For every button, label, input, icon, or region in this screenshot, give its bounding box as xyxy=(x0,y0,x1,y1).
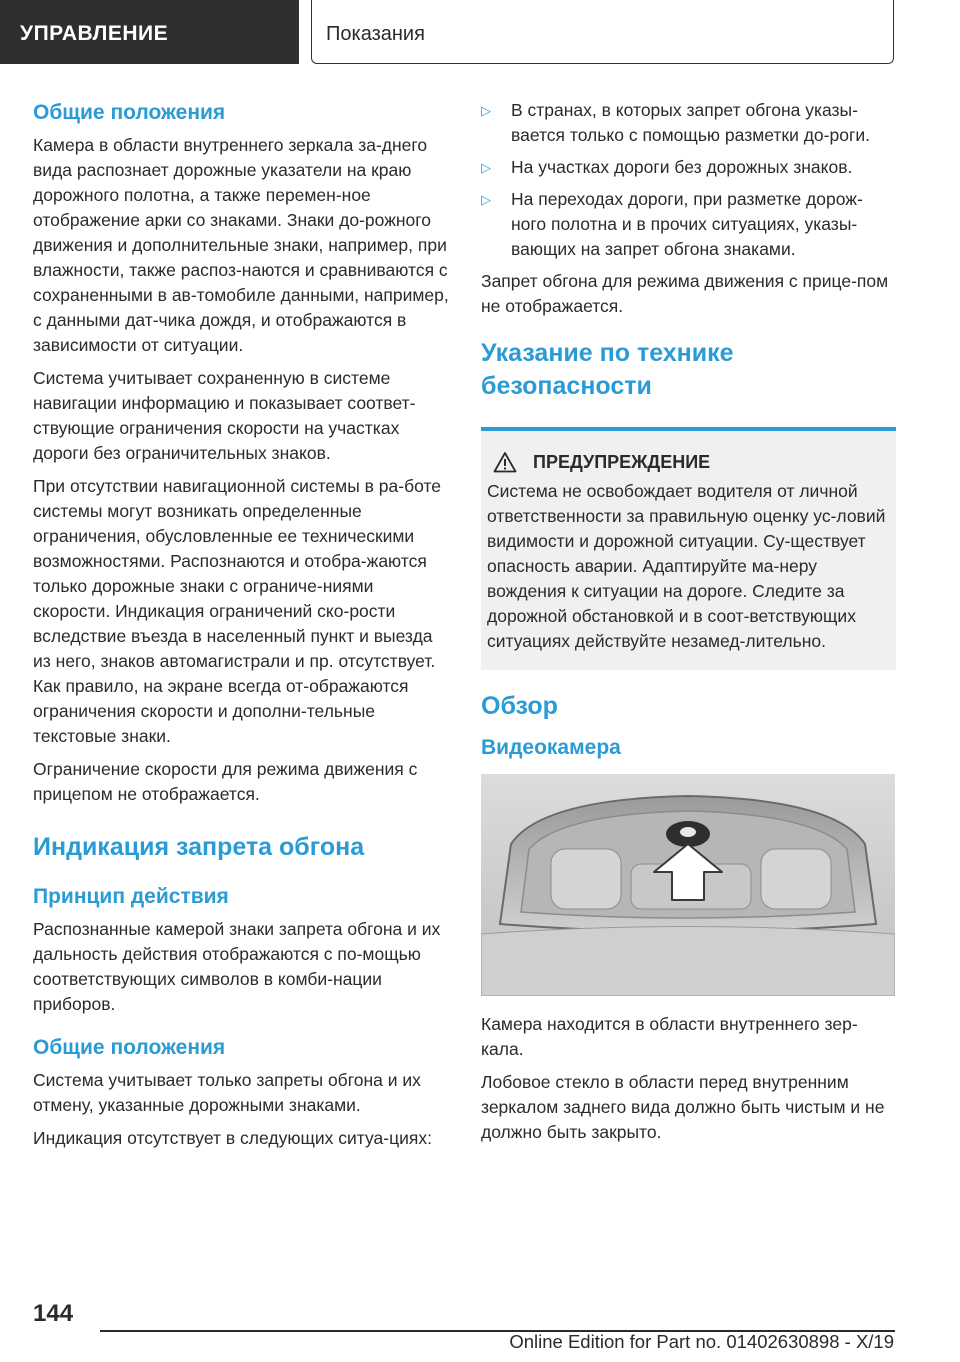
camera-location-illustration xyxy=(481,774,895,996)
paragraph: Система учитывает только запреты обгона и их отмену, указанные дорожными знаками. xyxy=(33,1070,421,1115)
paragraph: При отсутствии навигационной системы в ра-боте системы могут возникать определенные ограничения, обусловленные ее техническими возможностями. Распознаются и отобра-жаются только дорожные знаки с ограниче-ниями скорости. Индикация ограничений ско-рости вследствие въезда в населенный пункт и выезда из него, знаков автомагистрали и пр. отсутствует. Как правило, на экране всегда от-ображаются ограничения скорости и дополни-тельные текстовые знаки. xyxy=(33,476,442,746)
triangle-bullet-icon: ▷ xyxy=(481,103,491,118)
footer-edition: Online Edition for Part no. 01402630898 - X/19 xyxy=(509,1331,894,1352)
list-item-text: На переходах дороги, при разметке дорож-ного полотна и в прочих ситуациях, указы-вающих на запрет обгона знаками. xyxy=(511,189,863,259)
paragraph: Запрет обгона для режима движения с прице-пом не отображается. xyxy=(481,271,889,316)
heading-overview: Обзор xyxy=(481,692,558,720)
header-subsection-title: Показания xyxy=(326,23,425,45)
heading-safety: Указание по технике безопасности xyxy=(481,339,734,400)
paragraph: Система учитывает сохраненную в системе навигации информацию и показывает соответ-ствующие ограничения скорости на участках дороги без ограничительных знаков. xyxy=(33,368,416,463)
page-number: 144 xyxy=(33,1300,74,1327)
warning-triangle-icon xyxy=(493,451,517,473)
warning-box xyxy=(481,427,896,670)
list-item xyxy=(481,155,896,180)
heading-general: Общие положения xyxy=(33,101,226,124)
header-section-tab xyxy=(0,0,299,64)
list-item xyxy=(481,98,896,148)
paragraph: Ограничение скорости для режима движения с прицепом не отображается. xyxy=(33,759,418,804)
heading-camera: Видеокамера xyxy=(481,736,621,759)
paragraph: Камера находится в области внутреннего зер-кала. xyxy=(481,1014,858,1059)
right-column xyxy=(481,98,896,1153)
list-item xyxy=(481,187,896,262)
heading-no-overtaking: Индикация запрета обгона xyxy=(33,833,365,861)
header-subsection-tab xyxy=(311,0,894,64)
left-column xyxy=(33,98,451,1159)
paragraph: Индикация отсутствует в следующих ситуа-циях: xyxy=(33,1128,432,1148)
warning-text: Система не освобождает водителя от личной ответственности за правильную оценку ус-ловий видимости и дорожной ситуации. Су-ществует опасность аварии. Адаптируйте ма-неру вождения к ситуации на дороге. Следите за дорожной обстановкой и в соот-ветствующих ситуациях действуйте незамед-лительно. xyxy=(487,481,886,651)
triangle-bullet-icon: ▷ xyxy=(481,192,491,207)
warning-header xyxy=(487,451,886,473)
paragraph: Лобовое стекло в области перед внутренним зеркалом заднего вида должно быть чистым и не должно быть закрыто. xyxy=(481,1072,885,1142)
list-item-text: На участках дороги без дорожных знаков. xyxy=(511,157,853,177)
paragraph: Камера в области внутреннего зеркала за-днего вида распознает дорожные указатели на краю дорожного полотна, а также перемен-ное отображение арки со знаками. Знаки до-рожного движения и дополнительные знаки, например, при влажности, также распоз-наются и сравниваются с сохраненными в ав-томобиле данными, например, с данными дат-чика дождя, и отображаются в зависимости от ситуации. xyxy=(33,135,449,355)
paragraph: Распознанные камерой знаки запрета обгона и их дальность действия отображаются с по-мощью соответствующих символов в комби-нации приборов. xyxy=(33,919,441,1014)
header-section-title: УПРАВЛЕНИЕ xyxy=(20,22,169,45)
warning-title: ПРЕДУПРЕЖДЕНИЕ xyxy=(533,451,711,472)
list-item-text: В странах, в которых запрет обгона указы-вается только с помощью разметки до-роги. xyxy=(511,100,870,145)
triangle-bullet-icon: ▷ xyxy=(481,160,491,175)
heading-principle: Принцип действия xyxy=(33,885,229,908)
heading-general-2: Общие положения xyxy=(33,1036,226,1059)
